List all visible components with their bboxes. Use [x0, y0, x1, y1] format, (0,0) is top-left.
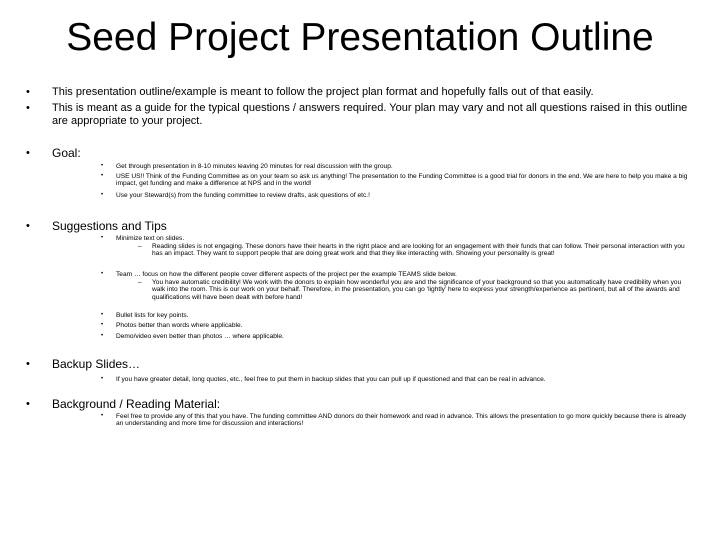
sub-bullet: • — [101, 376, 104, 382]
goal-heading: Goal: — [52, 146, 81, 160]
tips-item-5: Demo/video even better than photos … where applicable. — [116, 333, 284, 340]
bullet: • — [26, 147, 30, 159]
tips-item-3: Bullet lists for key points. — [116, 312, 189, 319]
sub-bullet: • — [101, 192, 104, 198]
sub-bullet: • — [101, 173, 104, 179]
bullet: • — [26, 220, 30, 232]
sub-bullet: • — [101, 271, 104, 277]
goal-item-1: Get through presentation in 8-10 minutes leaving 20 minutes for real discussion with the group. — [116, 163, 393, 170]
sub-bullet: • — [101, 322, 104, 328]
bullet: • — [26, 358, 30, 370]
tips-item-1: Minimize text on slides. — [116, 235, 185, 242]
goal-item-3: Use your Steward(s) from the funding committee to review drafts, ask questions of etc.! — [116, 192, 370, 199]
background-item: Feel free to provide any of this that you have. The funding committee AND donors do their homework and read in advance. This allows the presentation to go more quickly because there is already an understanding and more time for discussion and interactions! — [116, 413, 687, 428]
background-heading: Background / Reading Material: — [52, 397, 221, 411]
tips-item-4: Photos better than words where applicable. — [116, 322, 243, 329]
sub-dash: – — [138, 279, 142, 286]
sub-dash: – — [138, 243, 142, 250]
bullet: • — [26, 86, 30, 98]
bullet: • — [26, 102, 30, 114]
backup-heading: Backup Slides… — [52, 357, 141, 371]
backup-item: If you have greater detail, long quotes, etc., feel free to put them in backup slides that you can pull up if questioned and that can be real in advance. — [116, 376, 546, 383]
tips-item-2-sub: You have automatic credibility! We work with the donors to explain how wonderful you are and the significance of your background so that you automatically have credibility when you walk into the room. This is our work on your behalf. Therefore, in the presentation, you can go ‘lightly’ here to express your strength/experience as pertinent, but all of the awards and qualifications will have been dealt with before hand! — [152, 279, 682, 301]
tips-item-1-sub: Reading slides is not engaging. These donors have their hearts in the right place and are looking for an engagement with their funds that can follow. Their personal interaction with you has an impact. They want to support people that are doing great work and that they like interacting with. Showing your personality is great! — [152, 243, 685, 258]
tips-item-2: Team … focus on how the different people cover different aspects of the project per the example TEAMS slide below. — [116, 271, 457, 278]
sub-bullet: • — [101, 312, 104, 318]
intro-line-2: This is meant as a guide for the typical questions / answers required. Your plan may vary and not all questions raised in this outline are appropriate to your project. — [52, 102, 688, 127]
sub-bullet: • — [101, 163, 104, 169]
intro-line-1: This presentation outline/example is meant to follow the project plan format and hopefully falls out of that easily. — [52, 86, 594, 98]
sub-bullet: • — [101, 413, 104, 419]
tips-heading: Suggestions and Tips — [52, 219, 167, 233]
goal-item-2: USE US!! Think of the Funding Committee as on your team so ask us anything! The presentation to the Funding Committee is a good trial for donors in the end. We are here to help you make a big impact, get funding and make a difference at NPS and in the world! — [116, 173, 688, 188]
sub-bullet: • — [101, 333, 104, 339]
slide-title: Seed Project Presentation Outline — [66, 16, 654, 59]
bullet: • — [26, 398, 30, 410]
sub-bullet: • — [101, 235, 104, 241]
